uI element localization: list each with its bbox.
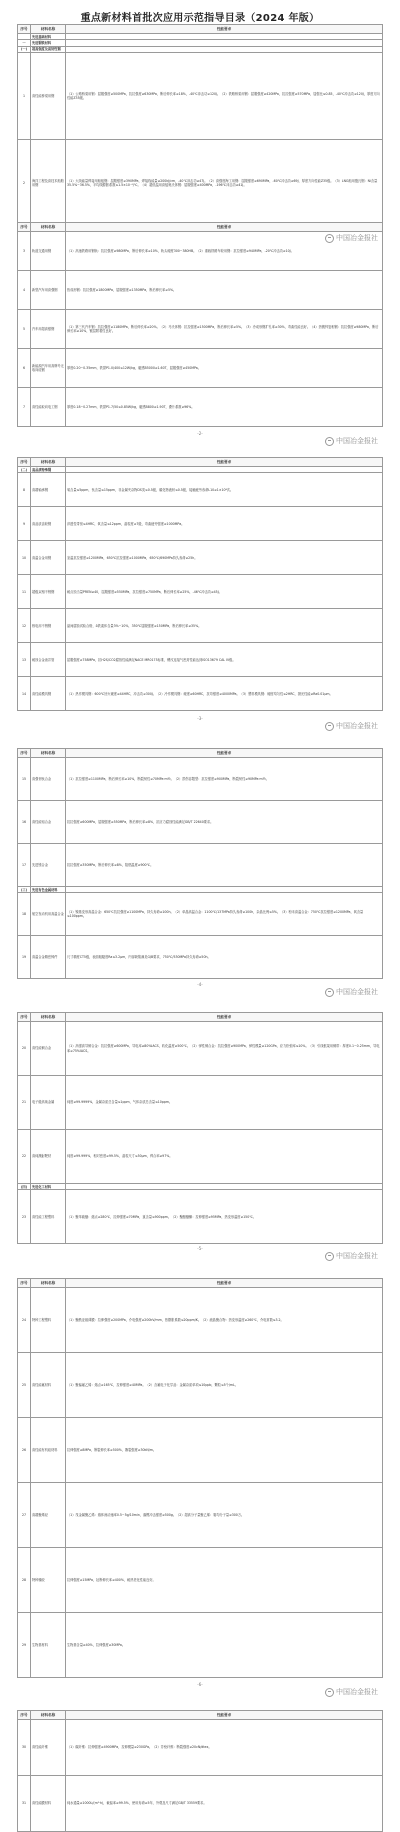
cell-req: 纯度≥99.9999%，金属杂质总含量≤1ppm，气体杂质总含量≤10ppm。 <box>66 1076 383 1130</box>
table-header-row <box>18 1711 383 1720</box>
cell-no: 5 <box>18 310 31 349</box>
cell-no: 24 <box>18 1288 31 1353</box>
cell-no: (四) <box>18 1184 31 1190</box>
table-row <box>18 1076 383 1130</box>
cell-no: 19 <box>18 936 31 979</box>
cell-name: 高性能铝合金 <box>31 801 66 844</box>
cell-no: 13 <box>18 643 31 677</box>
publisher-logo-icon <box>325 1688 334 1697</box>
cell-req: 抗拉强度≥600MPa，屈服强度≥550MPa，断后伸长率≥8%，抗应力腐蚀性能满足GB/T 22640要求。 <box>66 801 383 844</box>
cell-name: 先进钢铁材料 <box>31 40 66 46</box>
table-row <box>18 1130 383 1184</box>
watermark-text: 中国冶金报社 <box>336 234 378 242</box>
table-header-row <box>18 1013 383 1022</box>
document-title: 重点新材料首批次应用示范指导目录（2024 年版） <box>80 13 320 24</box>
column-header-no: 序号 <box>18 1711 31 1720</box>
column-header-req: 性能要求 <box>66 1279 383 1288</box>
cell-req: （1）聚苯硫醚：熔点≥280℃，拉伸强度≥70MPa，氯含量≤900ppm。（2）聚醚醚酮：拉伸强度≥95MPa，热变形温度≥150℃。 <box>66 1190 383 1244</box>
publisher-watermark <box>325 1251 378 1261</box>
spec-table <box>17 1012 383 1244</box>
cell-name: 电子级高纯金属 <box>31 1076 66 1130</box>
cell-req: （1）聚酰亚胺薄膜：拉伸强度≥200MPa，介电强度≥200kV/mm，热膨胀系数≤20ppm/K。（2）液晶聚合物：热变形温度≥260℃，介电常数≤3.2。 <box>66 1288 383 1353</box>
column-header-name: 材料名称 <box>31 1279 66 1288</box>
cell-req: 热成形钢：抗拉强度≥1800MPa，屈服强度≥1350MPa，断后伸长率≥5%。 <box>66 271 383 310</box>
cell-no: 29 <box>18 1613 31 1678</box>
column-header-req: 性能要求 <box>66 458 383 467</box>
column-header-no: 序号 <box>18 1279 31 1288</box>
cell-no: 26 <box>18 1418 31 1483</box>
cell-name: 航空发动机用高温合金 <box>31 893 66 936</box>
cell-req: 晶间腐蚀试验合格，δ铁素体含量3%~10%，350℃屈服强度≥150MPa，断后伸长率≥35%。 <box>66 609 383 643</box>
cell-req: 生物基含量≥40%，拉伸强度≥30MPa。 <box>66 1613 383 1678</box>
cell-req: 屈服强度≥758MPa，抗H2S/CO2腐蚀性能满足NACE MR0175标准，螺纹连接气密封性能达到ISO13679 CAL IV级。 <box>66 643 383 677</box>
cell-no: 23 <box>18 1190 31 1244</box>
cell-name: 高性能模具钢 <box>31 677 66 711</box>
cell-name: 高性能膜材料 <box>31 1776 66 1832</box>
cell-no: 28 <box>18 1548 31 1613</box>
table-header-row <box>18 223 383 232</box>
cell-req: 厚度0.18~0.27mm，铁损P1.7/50≤0.85W/kg，磁感B800≥1.90T，叠片系数≥96%。 <box>66 388 383 427</box>
cell-req: （1）镍基变形高温合金：650℃抗拉强度≥1100MPa，持久寿命≥100h。（2）单晶高温合金：1100℃/137MPa持久寿命≥100h，杂晶比例≤5%。（3）粉末高温合金：750℃抗拉强度≥1200MPa，氧含量≤100ppm。 <box>66 893 383 936</box>
cell-req: （1）热作模具钢：600℃回火硬度≥44HRC，冲击功≥300J。（2）冷作模具钢：硬度≥60HRC，抗弯强度≥4000MPa。（3）塑料模具钢：硬度均匀性≤2HRC，抛光性能≥Ra0.01μm。 <box>66 677 383 711</box>
cell-name: 高温合金精密铸件 <box>31 936 66 979</box>
publisher-watermark <box>325 721 378 731</box>
cell-name: 先进有色金属材料 <box>31 887 66 893</box>
column-header-no: 序号 <box>18 223 31 232</box>
cell-name: 海洋工程及高技术船舶用钢 <box>31 140 66 227</box>
page-number: -3- <box>197 716 203 721</box>
cell-no: 2 <box>18 140 31 227</box>
spec-table <box>17 24 383 227</box>
table-row <box>18 53 383 140</box>
column-header-name: 材料名称 <box>31 1013 66 1022</box>
cell-name: 核电用不锈钢 <box>31 609 66 643</box>
cell-no: 15 <box>18 758 31 801</box>
table-row <box>18 844 383 887</box>
cell-no: 25 <box>18 1353 31 1418</box>
cell-name: 高强韧钛合金 <box>31 758 66 801</box>
page-number: -6- <box>197 1682 203 1687</box>
table-row <box>18 1776 383 1832</box>
publisher-watermark <box>325 1687 378 1697</box>
cell-name: 高温合金用钢 <box>31 541 66 575</box>
cell-name: 生物基材料 <box>31 1613 66 1678</box>
page-number: -2- <box>197 431 203 436</box>
cell-no: 7 <box>18 388 31 427</box>
cell-no: 3 <box>18 232 31 271</box>
cell-name: 高性能有机硅材料 <box>31 1418 66 1483</box>
column-header-req: 性能要求 <box>66 223 383 232</box>
cell-no: 18 <box>18 893 31 936</box>
cell-name: 高性能氟材料 <box>31 1353 66 1418</box>
table-row <box>18 473 383 507</box>
column-header-name: 材料名称 <box>31 458 66 467</box>
table-row <box>18 1288 383 1353</box>
cell-no: (一) <box>18 46 31 52</box>
spec-table <box>17 748 383 979</box>
cell-no: 17 <box>18 844 31 887</box>
column-header-req: 性能要求 <box>66 1711 383 1720</box>
cell-name: 特种工程塑料 <box>31 1288 66 1353</box>
cell-req: 耐点蚀当量PREN≥40，屈服强度≥550MPa，抗拉强度≥750MPa，断后伸长率≥25%，-46℃冲击功≥45J。 <box>66 575 383 609</box>
cell-name: 轨道交通用钢 <box>31 232 66 271</box>
cell-name: 超高强度及高韧性钢 <box>31 46 66 52</box>
publisher-logo-icon <box>325 988 334 997</box>
table-row <box>18 507 383 541</box>
cell-req: 淬透性带宽≤4HRC，氧含量≤12ppm，晶粒度≥7级，弯曲疲劳强度≥1000MPa。 <box>66 507 383 541</box>
cell-no: 4 <box>18 271 31 310</box>
table-row <box>18 1418 383 1483</box>
cell-req: （1）高速铁路用钢轨：抗拉强度≥980MPa，断后伸长率≥10%，轨头硬度300~380HB。（2）重载铁路车轮用钢：抗拉强度≥940MPa，-20℃冲击功≥10J。 <box>66 232 383 271</box>
table-row <box>18 349 383 388</box>
column-header-req: 性能要求 <box>66 749 383 758</box>
table-header-row <box>18 749 383 758</box>
table-row <box>18 575 383 609</box>
cell-name: 高性能铜合金 <box>31 1022 66 1076</box>
cell-name: 高纯溅射靶材 <box>31 1130 66 1184</box>
table-header-row <box>18 458 383 467</box>
cell-req: （1）公路桥梁用钢：屈服强度≥500MPa，抗拉强度≥630MPa，断后伸长率≥18%，-40℃冲击功≥120J。（2）铁路桥梁用钢：屈服强度≥420MPa，抗拉强度≥570MPa，屈强比≤0.85，-40℃冲击功≥120J，厚度方向性能Z35级。 <box>66 53 383 140</box>
cell-req: 室温抗拉强度≥1200MPa，650℃抗拉强度≥1000MPa，650℃/690MPa持久寿命≥25h。 <box>66 541 383 575</box>
cell-no: 30 <box>18 1720 31 1776</box>
table-header-row <box>18 1279 383 1288</box>
table-row <box>18 310 383 349</box>
table-row <box>18 936 383 979</box>
cell-no: 22 <box>18 1130 31 1184</box>
table-row <box>18 1613 383 1678</box>
table-row <box>18 388 383 427</box>
table-row <box>18 140 383 227</box>
cell-no: 16 <box>18 801 31 844</box>
table-row <box>18 758 383 801</box>
cell-req: 拉伸强度≥15MPa，扯断伸长率≥400%，耐热老化性能良好。 <box>66 1548 383 1613</box>
cell-req: 抗拉强度≥350MPa，断后伸长率≥8%，阻燃温度≥900℃。 <box>66 844 383 887</box>
cell-req: （1）大线能量焊接用船板钢：屈服强度≥390MPa，焊接线能量≥200kJ/cm，-40℃冲击功≥47J。（2）高强度海工用钢：屈服强度≥690MPa，-60℃冲击功≥69J，厚度方向性能Z35级。（3）LNG船用殷瓦钢：Ni含量35.5%~36.5%，平均线膨胀系数≤1.5×10⁻⁶/℃。（4）超低温用高锰奥氏体钢：屈服强度≥400MPa，-196℃冲击功≥41J。 <box>66 140 383 227</box>
table-row <box>18 271 383 310</box>
publisher-logo-icon <box>325 722 334 731</box>
watermark-text: 中国冶金报社 <box>336 988 378 996</box>
cell-name: 高品质齿轮钢 <box>31 507 66 541</box>
spec-table <box>17 222 383 427</box>
cell-name: 高品质特殊钢 <box>31 467 66 473</box>
spec-table <box>17 1278 383 1678</box>
page-number: -4- <box>197 982 203 987</box>
cell-no: 1 <box>18 53 31 140</box>
cell-no: 8 <box>18 473 31 507</box>
table-row <box>18 677 383 711</box>
column-header-no: 序号 <box>18 25 31 34</box>
cell-no: (二) <box>18 467 31 473</box>
cell-name: 高端聚烯烃 <box>31 1483 66 1548</box>
cell-name: 耐蚀合金油井管 <box>31 643 66 677</box>
spec-table <box>17 457 383 711</box>
table-row <box>18 232 383 271</box>
column-header-name: 材料名称 <box>31 749 66 758</box>
cell-no: 31 <box>18 1776 31 1832</box>
table-row <box>18 643 383 677</box>
cell-name: 新能源汽车用高牌号无取向硅钢 <box>31 349 66 388</box>
column-header-req: 性能要求 <box>66 25 383 34</box>
cell-no: 27 <box>18 1483 31 1548</box>
table-row <box>18 609 383 643</box>
table-row <box>18 1720 383 1776</box>
cell-name: 新型汽车用高强钢 <box>31 271 66 310</box>
cell-name: 高端轴承钢 <box>31 473 66 507</box>
cell-name: 特种橡胶 <box>31 1548 66 1613</box>
cell-no: (三) <box>18 887 31 893</box>
table-row <box>18 1483 383 1548</box>
cell-name: 先进基础材料 <box>31 34 66 40</box>
cell-name: 先进镁合金 <box>31 844 66 887</box>
cell-name: 高性能纤维 <box>31 1720 66 1776</box>
cell-req: 纯水通量≥1000L/(m²·h)，截留率≥99.5%，使用寿命≥5年，外观及尺寸满足GB/T 33559要求。 <box>66 1776 383 1832</box>
cell-no: 12 <box>18 609 31 643</box>
publisher-watermark <box>325 436 378 446</box>
table-row <box>18 893 383 936</box>
cell-no: 6 <box>18 349 31 388</box>
column-header-no: 序号 <box>18 1013 31 1022</box>
table-row <box>18 801 383 844</box>
table-row <box>18 1022 383 1076</box>
table-row <box>18 1190 383 1244</box>
cell-no: 11 <box>18 575 31 609</box>
cell-req: （1）抗拉强度≥1100MPa，断后伸长率≥10%，断裂韧性≥70MPa·m½。（2）损伤容限型：抗拉强度≥900MPa，断裂韧性≥90MPa·m½。 <box>66 758 383 801</box>
cell-name: 高性能桥梁用钢 <box>31 53 66 140</box>
cell-name: 高性能取向电工钢 <box>31 388 66 427</box>
page-number: -5- <box>197 1246 203 1251</box>
publisher-watermark <box>325 987 378 997</box>
cell-req: 拉伸强度≥8MPa，断裂伸长率≥500%，撕裂强度≥30kN/m。 <box>66 1418 383 1483</box>
cell-req: （1）第三代汽车钢：抗拉强度≥1180MPa，断后伸长率≥20%。（2）马氏体钢：抗拉强度≥1500MPa，断后伸长率≥5%。（3）冷成形钢扩孔率≥30%，弯曲性能良好。（4）热镀锌复相钢：抗拉强度≥980MPa，断后伸长率≥10%，镀层附着性良好。 <box>66 310 383 349</box>
watermark-text: 中国冶金报社 <box>336 1688 378 1696</box>
spec-table <box>17 1710 383 1832</box>
watermark-text: 中国冶金报社 <box>336 437 378 445</box>
cell-name: 汽车用超高强钢 <box>31 310 66 349</box>
publisher-logo-icon <box>325 437 334 446</box>
cell-req: 厚度0.20~0.35mm，铁损P1.0/400≤12W/kg，磁感B5000≥1.60T，屈服强度≥450MPa。 <box>66 349 383 388</box>
cell-req: （1）聚偏氟乙烯：熔点≥165℃，拉伸强度≥40MPa。（2）含氟电子化学品：金属杂质单项≤10ppb，颗粒≤5个/mL。 <box>66 1353 383 1418</box>
cell-name: 高性能工程塑料 <box>31 1190 66 1244</box>
column-header-no: 序号 <box>18 458 31 467</box>
column-header-name: 材料名称 <box>31 223 66 232</box>
cell-req: （1）高强高导铜合金：抗拉强度≥600MPa，导电率≥80%IACS，软化温度≥500℃。（2）弹性铜合金：抗拉强度≥900MPa，弹性模量≥120GPa，应力松弛率≤10%。（3）引线框架用铜带：厚度0.1~0.25mm，导电率≥75%IACS。 <box>66 1022 383 1076</box>
publisher-logo-icon <box>325 1252 334 1261</box>
column-header-req: 性能要求 <box>66 1013 383 1022</box>
table-row <box>18 1548 383 1613</box>
cell-req: （1）碳纤维：拉伸强度≥4900MPa，拉伸模量≥230GPa。（2）芳纶纤维：断裂强度≥20cN/dtex。 <box>66 1720 383 1776</box>
cell-req: 氧含量≤5ppm，钛含量≤15ppm，非金属夹杂物DS类≤0.5级，碳化物液析≤0.5级，接触疲劳寿命L10≥1×10⁸次。 <box>66 473 383 507</box>
column-header-name: 材料名称 <box>31 25 66 34</box>
column-header-name: 材料名称 <box>31 1711 66 1720</box>
table-header-row <box>18 25 383 34</box>
column-header-no: 序号 <box>18 749 31 758</box>
cell-no: 14 <box>18 677 31 711</box>
cell-name: 超级双相不锈钢 <box>31 575 66 609</box>
cell-no: 21 <box>18 1076 31 1130</box>
cell-no: 10 <box>18 541 31 575</box>
cell-no: 9 <box>18 507 31 541</box>
cell-req: 尺寸精度CT5级，表面粗糙度Ra≤3.2μm，内部缺陷满足GJB要求，750℃/530MPa持久寿命≥50h。 <box>66 936 383 979</box>
watermark-text: 中国冶金报社 <box>336 1252 378 1260</box>
cell-name: 先进化工材料 <box>31 1184 66 1190</box>
table-row <box>18 541 383 575</box>
cell-no: 一 <box>18 40 31 46</box>
table-row <box>18 1353 383 1418</box>
cell-no: 20 <box>18 1022 31 1076</box>
cell-req: （1）茂金属聚乙烯：熔体流动速率0.5~5g/10min，落镖冲击强度≥500g。（2）超高分子量聚乙烯：黏均分子量≥300万。 <box>66 1483 383 1548</box>
watermark-text: 中国冶金报社 <box>336 722 378 730</box>
cell-req: 纯度≥99.999%，相对密度≥99.5%，晶粒尺寸≤50μm，焊合率≥97%。 <box>66 1130 383 1184</box>
